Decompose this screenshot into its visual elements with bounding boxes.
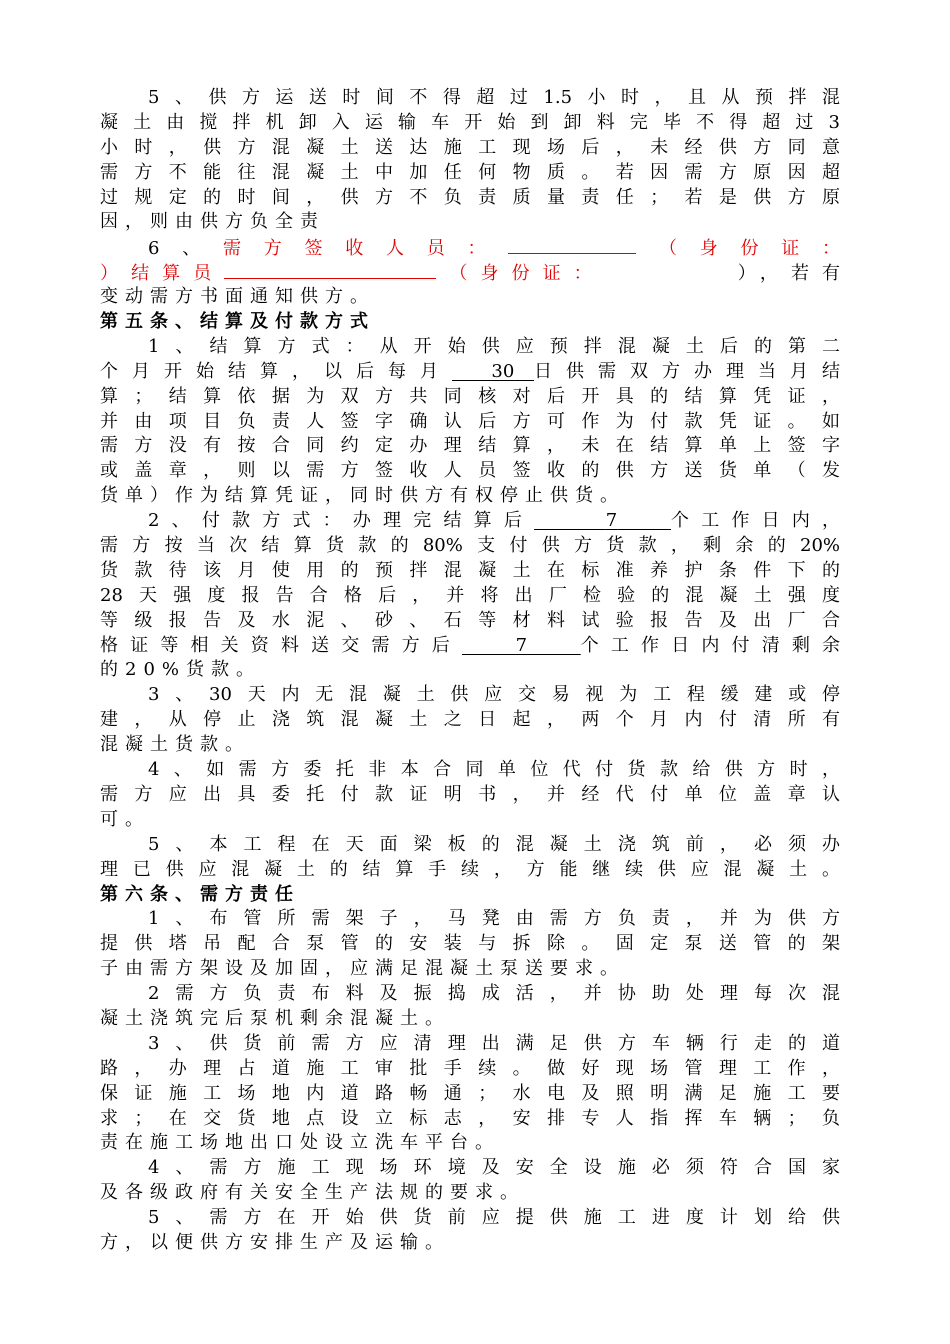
safety-clause bbox=[100, 1156, 840, 1206]
article-5-heading: 第五条、结算及付款方式 bbox=[100, 311, 375, 333]
text-line: 需方不能往混凝土中加任何物质。若因需方原因超 bbox=[100, 161, 840, 183]
text-line: 建，从停止浇筑混凝土之日起，两个月内付清所有 bbox=[100, 709, 840, 731]
payment-method-clause bbox=[100, 509, 840, 683]
text-line: 因，则由供方负全责 bbox=[100, 211, 325, 233]
text-line: 或盖章，则以需方签收人员签收的供方送货单（发 bbox=[100, 460, 840, 482]
settlement-day-value: 30 bbox=[491, 360, 515, 382]
text-fragment: 个工作日内付清剩余 bbox=[580, 634, 841, 656]
pouring-clause bbox=[100, 982, 840, 1032]
settler-id-label: （身份证： bbox=[436, 263, 605, 285]
text-line: 需方按当次结算货款的80%支付供方货款，剩余的20% bbox=[100, 535, 840, 557]
text-line bbox=[100, 235, 840, 260]
contract-text bbox=[100, 86, 840, 1256]
text-line: 货单）作为结算凭证，同时供方有权停止供货。 bbox=[100, 485, 625, 507]
text-line: 2需方负责布料及振捣成活，并协助处理每次混 bbox=[148, 983, 840, 1005]
text-line: 路，办理占道施工审批手续。做好现场管理工作， bbox=[100, 1057, 840, 1079]
text-line: 可。 bbox=[100, 808, 150, 830]
text-line: 4、需方施工现场环境及安全设施必须符合国家 bbox=[148, 1157, 840, 1179]
settler-label: ）结算员 bbox=[100, 263, 225, 285]
text-line: 凝土由搅拌机卸入运输车开始到卸料完毕不得超过3 bbox=[100, 111, 840, 133]
roof-slab-clause bbox=[100, 833, 840, 883]
suspension-clause bbox=[100, 683, 840, 758]
text-line bbox=[100, 509, 840, 534]
item-number: 6、 bbox=[148, 238, 223, 260]
text-fragment: 2、付款方式：办理完结算后 bbox=[148, 510, 535, 532]
settlement-method-clause bbox=[100, 335, 840, 509]
text-fragment: ），若有 bbox=[724, 263, 841, 285]
text-fragment: 个月开始结算，以后每月 bbox=[100, 360, 452, 382]
balance-days-value: 7 bbox=[515, 634, 528, 656]
text-fragment: 日供需双方办理当月结 bbox=[534, 360, 840, 382]
text-line: 5、本工程在天面梁板的混凝土浇筑前，必须办 bbox=[148, 833, 840, 855]
supply-time-clause bbox=[100, 86, 840, 235]
text-line: 3、30天内无混凝土供应交易视为工程缓建或停 bbox=[148, 684, 840, 706]
text-line: 1、布管所需架子，马凳由需方负责，并为供方 bbox=[148, 908, 840, 930]
text-line: 5、需方在开始供货前应提供施工进度计划给供 bbox=[148, 1207, 840, 1229]
receiver-clause bbox=[100, 235, 840, 310]
text-line: 等级报告及水泥、砂、石等材料试验报告及出厂合 bbox=[100, 609, 840, 631]
text-fragment: 个工作日内， bbox=[671, 510, 841, 532]
text-line: 凝土浇筑完后泵机剩余混凝土。 bbox=[100, 1007, 450, 1029]
schedule-clause bbox=[100, 1206, 840, 1256]
text-line: 的20%货款。 bbox=[100, 659, 262, 681]
text-line: 小时，供方混凝土送达施工现场后，未经供方同意 bbox=[100, 136, 840, 158]
receiver-name-blank[interactable] bbox=[508, 235, 636, 254]
settlement-day-blank bbox=[452, 361, 534, 382]
proxy-payment-clause bbox=[100, 758, 840, 833]
article-6-heading: 第六条、需方责任 bbox=[100, 883, 300, 905]
text-line: 提供塔吊配合泵管的安装与拆除。固定泵送管的架 bbox=[100, 933, 840, 955]
balance-days-blank bbox=[462, 635, 581, 656]
text-line bbox=[100, 360, 840, 385]
text-line: 方，以便供方安排生产及运输。 bbox=[100, 1231, 450, 1253]
text-line: 保证施工场地内道路畅通；水电及照明满足施工要 bbox=[100, 1082, 840, 1104]
text-line: 4、如需方委托非本合同单位代付货款给供方时， bbox=[148, 759, 840, 781]
receiver-label: 需方签收人员： bbox=[222, 238, 509, 260]
text-line: 及各级政府有关安全生产法规的要求。 bbox=[100, 1182, 525, 1204]
text-line: 变动需方书面通知供方。 bbox=[100, 286, 375, 308]
text-line: 需方应出具委托付款证明书，并经代付单位盖章认 bbox=[100, 783, 840, 805]
settler-name-blank[interactable] bbox=[224, 260, 436, 279]
receiver-id-label: （身份证： bbox=[636, 238, 841, 260]
text-line: 3、供货前需方应清理出满足供方车辆行走的道 bbox=[148, 1032, 840, 1054]
text-line: 需方没有按合同约定办理结算，未在结算单上签字 bbox=[100, 435, 840, 457]
text-line bbox=[100, 634, 840, 659]
payment-days-blank bbox=[534, 510, 671, 531]
text-line: 并由项目负责人签字确认后方可作为付款凭证。如 bbox=[100, 410, 840, 432]
text-line: 5、供方运送时间不得超过1.5小时，且从预拌混 bbox=[148, 87, 840, 108]
text-fragment: 格证等相关资料送交需方后 bbox=[100, 634, 462, 656]
text-line: 货款待该月使用的预拌混凝土在标准养护条件下的 bbox=[100, 559, 840, 581]
text-line: 算；结算依据为双方共同核对后开具的结算凭证， bbox=[100, 385, 840, 407]
text-line: 28天强度报告合格后，并将出厂检验的混凝土强度 bbox=[100, 584, 840, 606]
pipe-support-clause bbox=[100, 907, 840, 982]
payment-days-value: 7 bbox=[605, 510, 618, 532]
text-line bbox=[100, 260, 840, 285]
text-line: 过规定的时间，供方不负责质量责任；若是供方原 bbox=[100, 186, 840, 208]
text-line: 责在施工场地出口处设立洗车平台。 bbox=[100, 1132, 500, 1154]
text-line: 求；在交货地点设立标志，安排专人指挥车辆；负 bbox=[100, 1107, 840, 1129]
site-preparation-clause bbox=[100, 1032, 840, 1156]
text-line: 理已供应混凝土的结算手续，方能继续供应混凝土。 bbox=[100, 858, 840, 880]
text-line: 子由需方架设及加固，应满足混凝土泵送要求。 bbox=[100, 958, 625, 980]
text-line: 混凝土货款。 bbox=[100, 734, 250, 756]
text-line: 1、结算方式：从开始供应预拌混凝土后的第二 bbox=[148, 335, 840, 357]
